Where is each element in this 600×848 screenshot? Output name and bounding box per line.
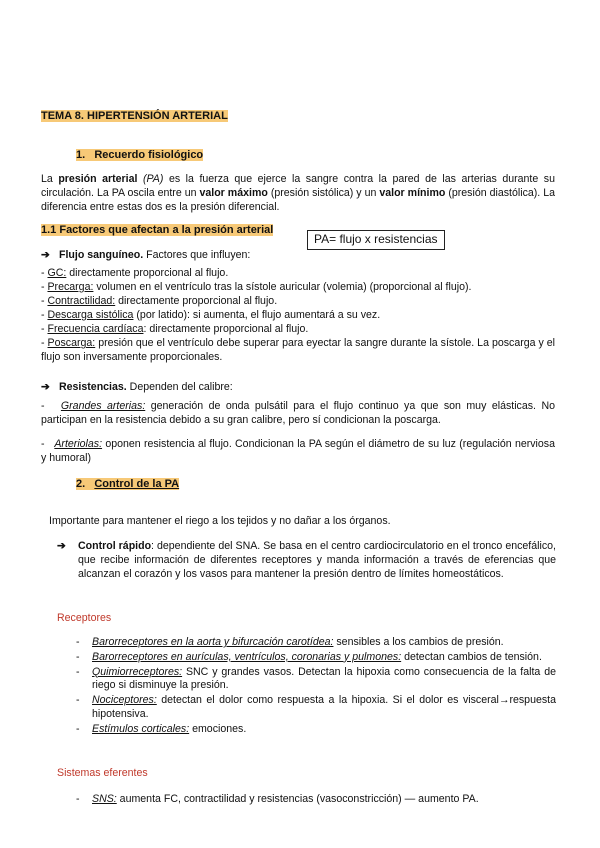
subsection-1-1-heading: 1.1 Factores que afectan a la presión arterial	[41, 224, 274, 236]
flujo-heading: ➔ Flujo sanguíneo. Factores que influyen:	[41, 249, 251, 261]
list-item: - Nociceptores: detectan el dolor como respuesta a la hipoxia. Si el dolor es visceral→respuesta hipotensiva.	[76, 694, 556, 720]
list-item: - Barorreceptores en aurículas, ventrículos, coronarias y pulmones: detectan cambios de tensión.	[76, 650, 542, 663]
list-item: - Descarga sistólica (por latido): si aumenta, el flujo aumentará a su vez.	[41, 309, 381, 321]
formula-box: PA= flujo x resistencias	[307, 230, 445, 250]
list-item: - Quimiorreceptores: SNC y grandes vasos. Detectan la hipoxia como consecuencia de la falta de riego si disminuye la presión.	[76, 665, 556, 692]
list-item: - Poscarga: presión que el ventrículo debe superar para eyectar la sangre durante la sístole. La poscarga y el flujo son inversamente proporcionales.	[41, 337, 555, 363]
section-1-heading: 1. Recuerdo fisiológico	[76, 149, 204, 161]
flujo-list	[41, 267, 555, 365]
page-title: TEMA 8. HIPERTENSIÓN ARTERIAL	[41, 110, 228, 122]
list-item: - Estímulos corticales: emociones.	[76, 722, 247, 735]
resistencias-heading: ➔ Resistencias. Dependen del calibre:	[41, 381, 233, 393]
resist-item-arteriolas: - Arteriolas: oponen resistencia al flujo. Condicionan la PA según el diámetro de su luz (regulación nerviosa y humoral)	[41, 438, 555, 464]
list-item: - GC: directamente proporcional al flujo.	[41, 267, 229, 279]
list-item: - Barorreceptores en la aorta y bifurcación carotídea: sensibles a los cambios de presión.	[76, 636, 504, 648]
arrow-icon: ➔	[41, 249, 50, 261]
list-item: - Frecuencia cardíaca: directamente proporcional al flujo.	[41, 323, 309, 335]
resist-item-grandes-arterias: - Grandes arterias: generación de onda pulsátil para el flujo continuo ya que son muy elásticas. No participan en la resistencia debido a su gran calibre, pero sí condicionan la poscarga.	[41, 400, 555, 426]
arrow-icon: ➔	[57, 540, 66, 552]
eferentes-heading: Sistemas eferentes	[57, 767, 148, 779]
control-intro: Importante para mantener el riego a los tejidos y no dañar a los órganos.	[49, 515, 391, 527]
section-2-heading: 2. Control de la PA	[76, 478, 180, 490]
eferentes-list	[76, 793, 556, 807]
intro-paragraph: La presión arterial (PA) es la fuerza que ejerce la sangre contra la pared de las arterias durante su circulación. La PA oscila entre un valor máximo (presión sistólica) y un valor mínimo (presión diastólica). La diferencia entre estas dos es la presión diferencial.	[41, 173, 556, 213]
list-item: - Precarga: volumen en el ventrículo tras la sístole auricular (volemia) (proporcional al flujo).	[41, 281, 472, 293]
control-rapido: Control rápido: dependiente del SNA. Se basa en el centro cardiocirculatorio en el tronco encefálico, que recibe información de diferentes receptores y manda información a través de eferencias que alcanzan el corazón y los vasos para mantener la presión dentro de límites homeostáticos.	[78, 540, 556, 580]
receptores-heading: Receptores	[57, 612, 112, 624]
receptores-list	[76, 636, 556, 737]
list-item: - SNS: aumenta FC, contractilidad y resistencias (vasoconstricción) — aumento PA.	[76, 793, 479, 805]
arrow-icon: ➔	[41, 381, 50, 393]
list-item: - Contractilidad: directamente proporcional al flujo.	[41, 295, 278, 307]
